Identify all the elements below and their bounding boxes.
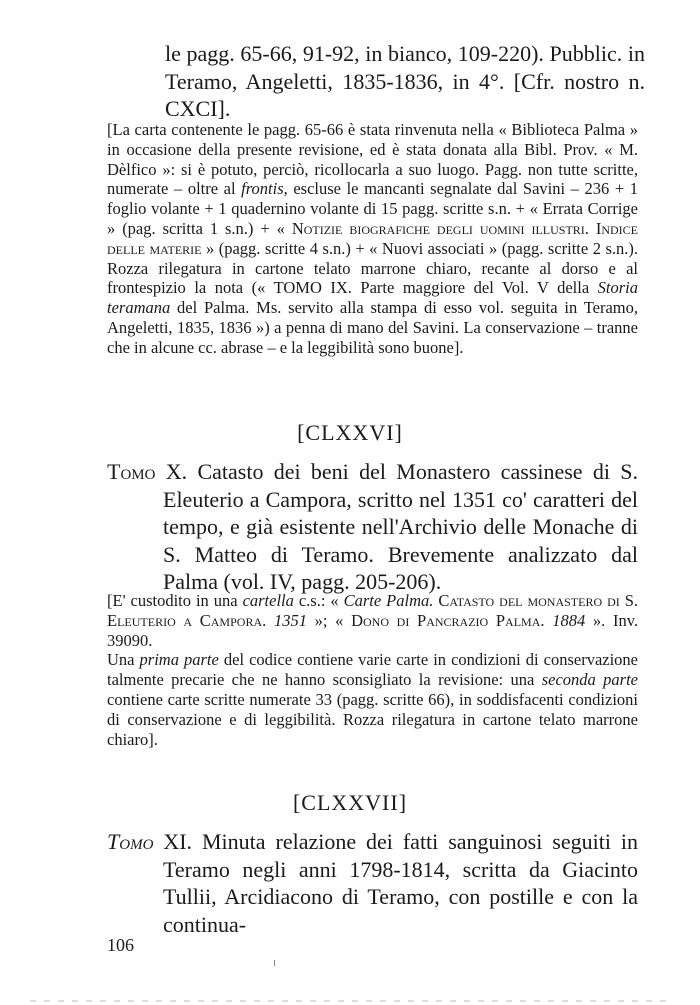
note-italic: frontis	[241, 179, 284, 199]
entry-paragraph	[107, 828, 638, 938]
note-smallcaps: Dono di Pancrazio Palma.	[351, 610, 545, 630]
continuation-text	[165, 40, 645, 123]
note-text: » (pagg. scritte 4 s.n.) + « Nuovi associati » (pagg. scritte 2 s.n.). Rozza rilegatura in cartone telato marrone chiaro, recante al dorso e al frontespizio la nota (« TOMO IX. Parte maggiore del Vol. V della	[107, 238, 638, 298]
note-italic: 1351	[273, 610, 307, 630]
note-text: c.s.: «	[293, 591, 344, 610]
section-heading-clxxvi: [CLXXVI]	[297, 420, 403, 445]
entry-label: Tomo	[107, 829, 154, 854]
entry-label: Tomo	[107, 459, 156, 484]
note-text: , escluse le mancanti segnalate dal Savini – 236 + 1 foglio volante + 1 quadernino volante di 15 pagg. scritte s.n. + « Errata Corrige » (pag. scritta 1 s.n.) + «	[107, 179, 638, 238]
note-text: del codice contiene varie carte in condizioni di conservazione talmente precarie che ne hanno sconsigliato la revisione: una	[107, 650, 638, 690]
note-text: del Palma. Ms. servito alla stampa di esso vol. seguita in Teramo, Angeletti, 1835, 1836 ») a penna di mano del Savini. La conservazione – tranne che in alcune cc. abrase – e la leggibilità sono buone].	[107, 298, 638, 357]
entry-tomo-xi	[107, 828, 638, 938]
note-smallcaps: Catasto del monastero di S. Eleuterio a Campora.	[107, 591, 639, 630]
note-italic: Storia teramana	[107, 278, 638, 318]
section-heading-clxxvii: [CLXXVII]	[292, 790, 408, 815]
note-italic: Carte Palma.	[343, 591, 434, 610]
print-mark	[274, 960, 275, 966]
note-tomo-x	[107, 591, 638, 749]
note-italic: seconda parte	[541, 670, 638, 690]
entry-text: XI. Minuta relazione dei fatti sanguinosi seguiti in Teramo negli anni 1798-1814, scritta da Giacinto Tullii, Arcidiacono di Teramo, con postille e con la continua-	[153, 829, 638, 937]
note-text: [La carta contenente le pagg. 65-66 è stata rinvenuta nella « Biblioteca Palma » in occasione della presente revisione, ed è stata donata alla Bibl. Prov. « M. Dèlfico »: si è potuto, perciò, ricollocarla a suo luogo. Pagg. non tutte scritte, numerate – oltre al	[107, 120, 638, 199]
note-text: [E' custodito in una	[107, 591, 243, 610]
continuation-body: le pagg. 65-66, 91-92, in bianco, 109-220). Pubblic. in Teramo, Angeletti, 1835-1836, in 4°. [Cfr. nostro n. CXCI].	[165, 41, 645, 121]
note-tomo-ix	[107, 120, 638, 358]
note-smallcaps: Notizie biografiche degli uomini illustri. Indice delle materie	[107, 218, 638, 258]
note-italic: prima parte	[139, 650, 219, 670]
note-text: Una	[107, 650, 140, 670]
page-number: 106	[107, 935, 134, 955]
note-text	[266, 611, 274, 630]
note-italic: cartella	[242, 591, 294, 610]
note-text: »; «	[306, 610, 352, 630]
entry-text: X. Catasto dei beni del Monastero cassinese di S. Eleuterio a Campora, scritto nel 1351 co' caratteri del tempo, e già esistente nell'Archivio delle Monache di S. Matteo di Teramo. Brevemente analizzato dal Palma (vol. IV, pagg. 205-206).	[155, 459, 638, 594]
entry-tomo-x	[107, 458, 638, 596]
note-paragraph	[107, 650, 638, 749]
entry-paragraph	[107, 458, 638, 596]
note-paragraph	[107, 120, 638, 358]
note-text: ». Inv. 39090.	[107, 610, 638, 650]
note-italic: 1884	[552, 610, 586, 630]
note-paragraph	[107, 591, 638, 650]
scan-edge-noise	[30, 1000, 670, 1002]
note-text: contiene carte scritte numerate 33 (pagg. scritte 66), in soddisfacenti condizioni di conservazione e di leggibilità. Rozza rilegatura in cartone telato marrone chiaro].	[107, 689, 638, 749]
